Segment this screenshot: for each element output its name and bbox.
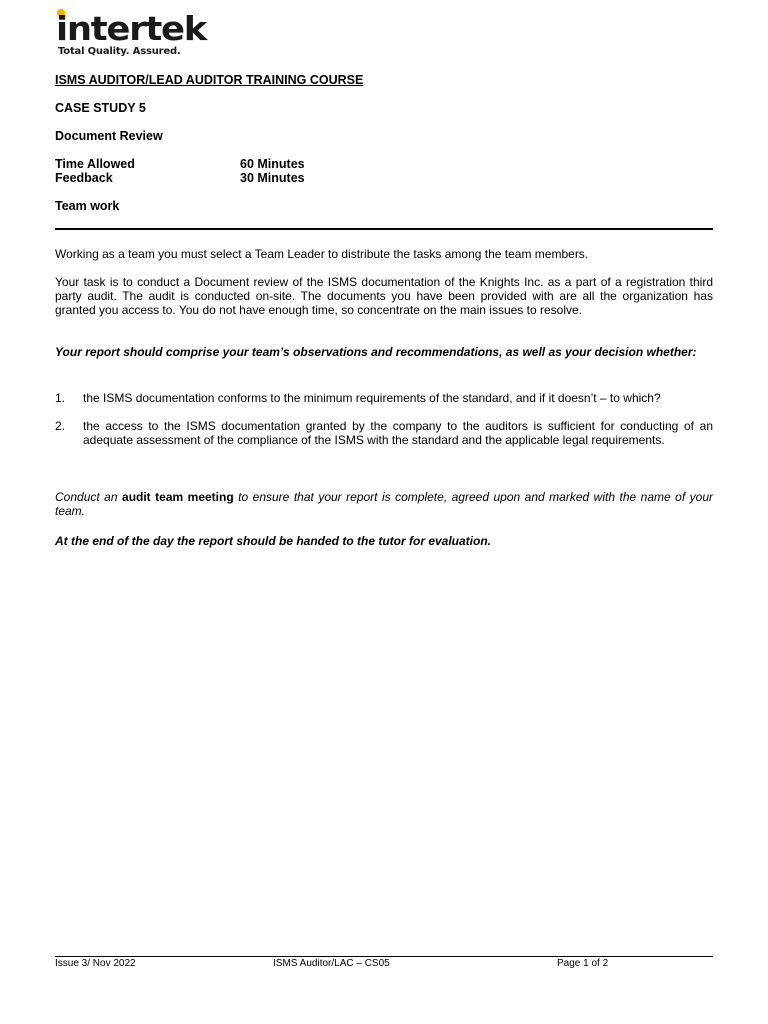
- time-allowed-label: Time Allowed: [55, 157, 135, 171]
- list-item-text: the access to the ISMS documentation granted by the company to the auditors is sufficient for conducting of an adequate assessment of the compliance of the ISMS with the standard and the applicable legal requirements.: [83, 419, 713, 447]
- logo-tagline: Total Quality. Assured.: [58, 46, 181, 57]
- subject-title: Document Review: [55, 129, 163, 143]
- list-item-number: 2.: [55, 419, 66, 433]
- footer-issue: Issue 3/ Nov 2022: [55, 958, 136, 969]
- time-allowed-value: 60 Minutes: [240, 157, 305, 171]
- course-title: ISMS AUDITOR/LEAD AUDITOR TRAINING COURSE: [55, 73, 364, 87]
- intertek-wordmark: [56, 8, 216, 46]
- paragraph-task: Your task is to conduct a Document review of the ISMS documentation of the Knights Inc. as a part of a registration third party audit. The audit is conducted on-site. The documents you have been provided with are all the organization has granted you access to. You do not have enough time, so concentrate on the main issues to resolve.: [55, 275, 713, 317]
- footer-page-number: Page 1 of 2: [557, 958, 609, 969]
- team-work-label: Team work: [55, 199, 120, 213]
- header-divider: [55, 228, 713, 230]
- list-item-number: 1.: [55, 391, 66, 405]
- intertek-logo: [56, 8, 216, 60]
- paragraph-report-requirements: Your report should comprise your team’s observations and recommendations, as well as your decision whether:: [55, 345, 697, 359]
- feedback-value: 30 Minutes: [240, 171, 305, 185]
- footer-doc-code: ISMS Auditor/LAC – CS05: [273, 958, 390, 969]
- feedback-label: Feedback: [55, 171, 113, 185]
- meeting-text-post: to ensure that your report is complete, agreed upon and marked with the name of your team.: [55, 490, 713, 518]
- meeting-text-pre: Conduct an: [55, 490, 123, 504]
- svg-text:intertek: intertek: [56, 9, 209, 46]
- case-study-title: CASE STUDY 5: [55, 101, 146, 115]
- paragraph-handover: At the end of the day the report should be handed to the tutor for evaluation.: [55, 534, 492, 548]
- paragraph-team-leader: Working as a team you must select a Team Leader to distribute the tasks among the team members.: [55, 247, 589, 261]
- meeting-text-bold: audit team meeting: [122, 490, 234, 504]
- footer-divider: [55, 956, 713, 957]
- list-item-text: the ISMS documentation conforms to the minimum requirements of the standard, and if it doesn’t – to which?: [83, 391, 661, 405]
- paragraph-team-meeting: [55, 490, 713, 518]
